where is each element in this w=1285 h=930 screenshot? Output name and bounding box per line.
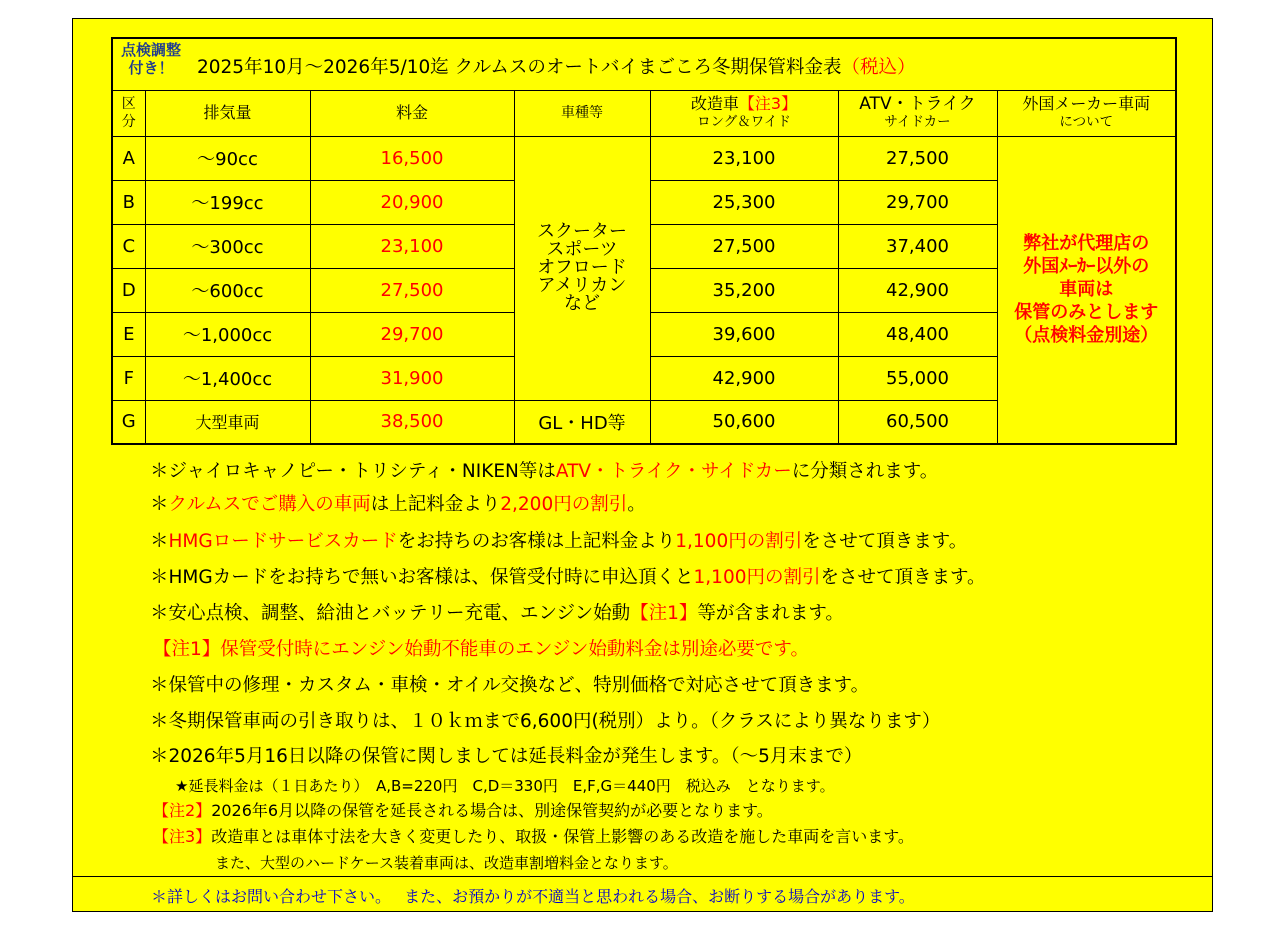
- atv-price-cell: 48,400: [838, 312, 997, 356]
- note-text: をさせて頂きます。: [802, 531, 968, 552]
- note-hmg-card: [150, 563, 986, 589]
- note-highlight: 2,200円の割引: [500, 494, 628, 515]
- model-types-cell: [514, 136, 650, 400]
- badge-line2: 付き！: [128, 59, 174, 77]
- header-price: 料金: [310, 90, 514, 136]
- note-label: 【注3】: [153, 827, 212, 846]
- note-text: ＊ジャイロキャノピー・トリシティ・NIKEN等は: [150, 461, 556, 482]
- custom-price-cell: 25,300: [650, 180, 838, 224]
- badge-line1: 点検調整: [120, 41, 181, 59]
- note-extension-fee: ★延長料金は（１日あたり） A,B=220円 C,D＝330円 E,F,G＝440円 税込み となります。: [175, 777, 835, 795]
- kubun-cell: G: [112, 400, 145, 444]
- note-text: をさせて頂きます。: [820, 567, 986, 588]
- atv-price-cell: 29,700: [838, 180, 997, 224]
- note-text: 改造車とは車体寸法を大きく変更したり、取扱・保管上影響のある改造を施した車両を言います。: [211, 827, 914, 846]
- note-hardcase: また、大型のハードケース装着車両は、改造車割増料金となります。: [215, 854, 678, 872]
- note-highlight: 1,100円の割引: [675, 531, 803, 552]
- kubun-cell: F: [112, 356, 145, 400]
- custom-price-cell: 39,600: [650, 312, 838, 356]
- displacement-cell: 大型車両: [145, 400, 310, 444]
- header-atv-sub: サイドカー: [884, 114, 951, 130]
- price-cell: 29,700: [310, 312, 514, 356]
- note-label: 【注2】: [153, 801, 212, 820]
- footer-text: ＊詳しくはお問い合わせ下さい。 また、お預かりが不適当と思われる場合、お断りする場合があります。: [151, 887, 915, 906]
- note-inspection: [150, 599, 844, 625]
- price-sheet: [72, 18, 1213, 912]
- note-text: に分類されます。: [791, 461, 939, 482]
- note-3-custom-definition: [153, 824, 914, 847]
- note-road-service-card: [150, 527, 967, 553]
- foreign-note-line: 車両は: [1059, 279, 1114, 301]
- header-custom-note: 【注3】: [738, 94, 798, 113]
- note-pickup: ＊冬期保管車両の引き取りは、１０ｋｍまで6,600円(税別）より。（クラスにより異なります）: [150, 711, 941, 732]
- foreign-note-line: 保管のみとします: [1014, 302, 1159, 324]
- atv-price-cell: 37,400: [838, 224, 997, 268]
- atv-price-cell: 42,900: [838, 268, 997, 312]
- kubun-cell: B: [112, 180, 145, 224]
- note-highlight: クルムスでご購入の車両: [168, 494, 371, 515]
- custom-price-cell: 35,200: [650, 268, 838, 312]
- note-purchase-discount: [150, 490, 646, 516]
- displacement-cell: ～1,000cc: [145, 312, 310, 356]
- header-custom-label: 改造車: [690, 94, 739, 113]
- header-atv-label: ATV・トライク: [859, 94, 976, 114]
- displacement-cell: ～300cc: [145, 224, 310, 268]
- note-text: は上記料金より: [370, 494, 501, 515]
- model-cell-g: GL・HD等: [514, 400, 650, 444]
- note-extension: ＊2026年5月16日以降の保管に関しましては延長料金が発生します。（～5月末まで）: [150, 746, 863, 767]
- atv-price-cell: 27,500: [838, 136, 997, 180]
- note-three-wheeler: [150, 457, 938, 483]
- price-cell: 23,100: [310, 224, 514, 268]
- displacement-cell: ～600cc: [145, 268, 310, 312]
- inspection-badge: [115, 41, 187, 77]
- displacement-cell: ～90cc: [145, 136, 310, 180]
- foreign-note-line: （点検料金別途）: [1014, 325, 1159, 347]
- note-text: をお持ちのお客様は上記料金より: [397, 531, 676, 552]
- table-title: [112, 38, 1176, 90]
- note-2-contract: [153, 798, 773, 821]
- header-atv: [838, 90, 997, 136]
- custom-price-cell: 42,900: [650, 356, 838, 400]
- price-cell: 31,900: [310, 356, 514, 400]
- note-text: ＊HMGカードをお持ちで無いお客様は、保管受付時に申込頂くと: [150, 567, 694, 588]
- foreign-note-line: 弊社が代理店の: [1023, 233, 1150, 255]
- custom-price-cell: 27,500: [650, 224, 838, 268]
- custom-price-cell: 50,600: [650, 400, 838, 444]
- note-highlight: ATV・トライク・サイドカー: [555, 461, 792, 482]
- foreign-maker-note: [997, 136, 1176, 444]
- model-type: など: [564, 293, 600, 314]
- displacement-cell: ～1,400cc: [145, 356, 310, 400]
- kubun-cell: D: [112, 268, 145, 312]
- kubun-cell: C: [112, 224, 145, 268]
- footer-box: [73, 876, 1212, 911]
- note-text: ＊安心点検、調整、給油とバッテリー充電、エンジン始動: [150, 603, 631, 624]
- header-custom: [650, 90, 838, 136]
- model-type: オフロード: [537, 257, 627, 278]
- note-text: 等が含まれます。: [697, 603, 844, 624]
- note-text: 2026年6月以降の保管を延長される場合は、別途保管契約が必要となります。: [211, 801, 773, 820]
- custom-price-cell: 23,100: [650, 136, 838, 180]
- note-text: 。: [627, 494, 646, 515]
- header-kubun-label: 区分: [121, 96, 136, 130]
- note-highlight: HMGロードサービスカード: [168, 531, 398, 552]
- header-kubun: [112, 90, 145, 136]
- foreign-note-line: 外国ﾒｰｶｰ以外の: [1023, 256, 1150, 278]
- note-repair: ＊保管中の修理・カスタム・車検・オイル交換など、特別価格で対応させて頂きます。: [150, 675, 870, 696]
- note-text: ＊: [150, 494, 169, 515]
- displacement-cell: ～199cc: [145, 180, 310, 224]
- storage-price-table: [111, 37, 1177, 445]
- price-cell: 16,500: [310, 136, 514, 180]
- title-tax: （税込）: [841, 57, 916, 78]
- header-model: 車種等: [514, 90, 650, 136]
- title-main: 2025年10月～2026年5/10迄 クルムスのオートバイまごころ冬期保管料金表: [197, 57, 842, 78]
- price-cell: 20,900: [310, 180, 514, 224]
- model-type: アメリカン: [537, 275, 627, 296]
- table-row: [112, 136, 1176, 180]
- atv-price-cell: 60,500: [838, 400, 997, 444]
- atv-price-cell: 55,000: [838, 356, 997, 400]
- title-text: [197, 53, 915, 79]
- price-cell: 27,500: [310, 268, 514, 312]
- header-foreign: [997, 90, 1176, 136]
- model-type: スポーツ: [546, 239, 618, 260]
- note-highlight: 【注1】: [630, 603, 698, 624]
- header-displacement: 排気量: [145, 90, 310, 136]
- price-cell: 38,500: [310, 400, 514, 444]
- kubun-cell: E: [112, 312, 145, 356]
- header-custom-sub: ロング＆ワイド: [697, 114, 791, 130]
- note-1-engine-start: 【注1】保管受付時にエンジン始動不能車のエンジン始動料金は別途必要です。: [153, 639, 809, 660]
- note-highlight: 1,100円の割引: [693, 567, 821, 588]
- header-foreign-label: 外国メーカー車両: [1022, 94, 1151, 113]
- note-text: ＊: [150, 531, 169, 552]
- kubun-cell: A: [112, 136, 145, 180]
- model-type: スクーター: [537, 221, 627, 242]
- header-foreign-sub: について: [1059, 114, 1114, 130]
